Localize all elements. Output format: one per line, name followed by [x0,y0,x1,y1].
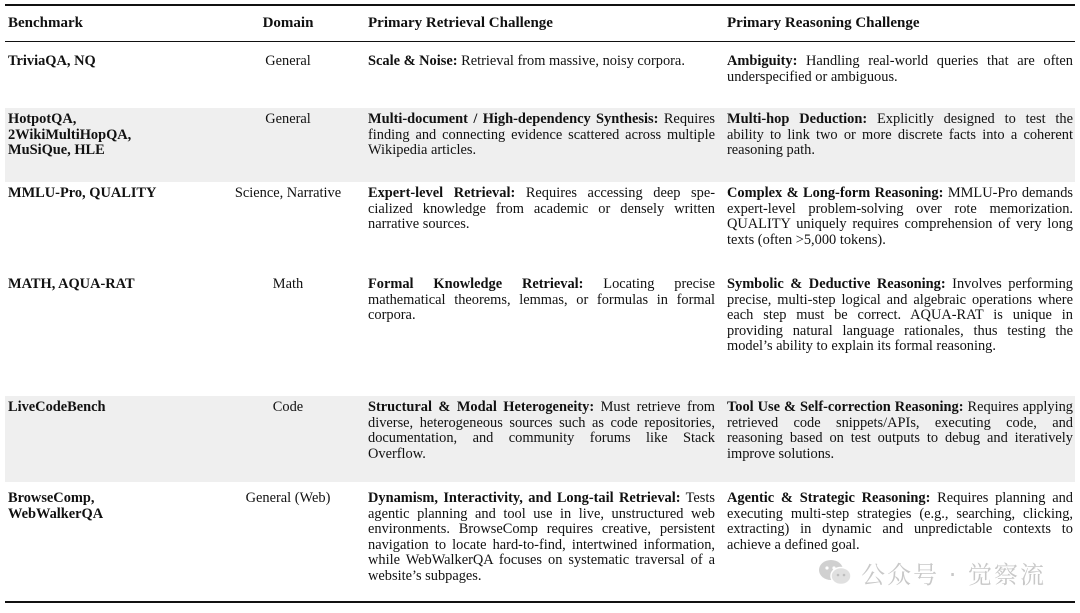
table-row-reasoning [727,186,1073,248]
table-row-domain: General [265,53,311,69]
wechat-icon [817,558,853,588]
header-retrieval: Primary Retrieval Challenge [368,15,553,31]
table-top-rule [5,4,1075,6]
reasoning-title: Tool Use & Self-correction Reasoning: [727,399,964,415]
table-header-rule [5,41,1075,42]
header-reasoning: Primary Reasoning Challenge [727,15,920,31]
table-row-reasoning [727,112,1073,159]
retrieval-text: Requires finding and connecting evidence scattered across multiple Wikipedia articles. [368,111,715,159]
table-row-retrieval [368,491,715,585]
retrieval-title: Scale & Noise: [368,53,458,69]
reasoning-text: Involves performing precise, multi-step logical and algebraic operations where each step must be correct. AQUA-RAT is unique in providing natural language rationales, thus testing the model’s ability to explain its formal reasoning. [727,276,1074,355]
reasoning-title: Symbolic & Deductive Reasoning: [727,276,946,292]
reasoning-title: Agentic & Strategic Reasoning: [727,490,931,506]
watermark-text: 公众号 · 觉察流 [861,561,1046,589]
retrieval-text: Requires accessing deep specialized knowledge from academic or densely written narrative sources. [368,185,715,233]
retrieval-text: Tests agentic planning and tool use in live, unstructured web environments. BrowseComp requires creative, persistent navigation to locate hard-to-find, intertwined information, while WebWalkerQA focuses on systematic traversal of a website’s subpages. [368,490,715,584]
table-row-retrieval [368,277,715,324]
watermark [817,555,1046,590]
table-row-retrieval [368,54,715,70]
table-row-reasoning [727,400,1073,462]
table-row-reasoning [727,54,1073,85]
table-row-domain: Code [272,399,304,415]
retrieval-text: Must retrieve from diverse, heterogeneous sources such as code repositories, documentation, and community forums like Stack Overflow. [368,399,715,462]
table-row-retrieval [368,400,715,462]
table-row-benchmark: LiveCodeBench [8,399,106,415]
retrieval-title: Formal Knowledge Retrieval: [368,276,584,292]
retrieval-title: Dynamism, Interactivity, and Long-tail Retrieval: [368,490,681,506]
header-benchmark: Benchmark [8,15,83,31]
reasoning-text: Handling real-world queries that are often underspecified or ambiguous. [727,53,1073,85]
table-row-retrieval [368,186,715,233]
reasoning-text: Requires planning and executing multi-step strategies (e.g., searching, clicking, extracting) in dynamic and unpredictable contexts to achieve a defined goal. [727,490,1073,553]
reasoning-title: Complex & Long-form Reasoning: [727,185,944,201]
header-domain: Domain [262,15,314,31]
retrieval-title: Multi-document / High-dependency Synthesis: [368,111,659,127]
table-row-domain: Math [272,276,304,292]
reasoning-title: Multi-hop Deduction: [727,111,868,127]
table-row-benchmark: BrowseComp, WebWalkerQA [8,490,104,522]
retrieval-title: Expert-level Retrieval: [368,185,516,201]
table-row-benchmark: TriviaQA, NQ [8,53,96,69]
table-bottom-rule [5,601,1075,603]
table-row-reasoning [727,491,1073,553]
table-row-benchmark: MATH, AQUA-RAT [8,276,135,292]
table-row-domain: General (Web) [245,490,331,506]
table-row-benchmark: MMLU-Pro, QUALITY [8,185,157,201]
retrieval-text: Locating precise mathematical theorems, lemmas, or formulas in formal corpora. [368,276,715,324]
table-row-reasoning [727,277,1073,355]
reasoning-text: Explicitly designed to test the ability to link two or more discrete facts into a coherent reasoning path. [727,111,1074,159]
retrieval-title: Structural & Modal Heterogeneity: [368,399,595,415]
table-row-domain: Science, Narrative [234,185,342,201]
table-row-benchmark: HotpotQA, 2WikiMultiHopQA, MuSiQue, HLE [8,111,132,159]
reasoning-text: Requires applying retrieved code snippets/APIs, executing code, and reasoning based on test outputs to debug and iteratively improve solutions. [727,399,1073,462]
reasoning-text: MMLU-Pro demands expert-level problem-solving over rote memorization. QUALITY uniquely requires comprehension of very long texts (often >5,000 tokens). [727,185,1073,248]
table-row-domain: General [265,111,311,127]
table-row-retrieval [368,112,715,159]
reasoning-title: Ambiguity: [727,53,798,69]
retrieval-text: Retrieval from massive, noisy corpora. [457,53,685,69]
